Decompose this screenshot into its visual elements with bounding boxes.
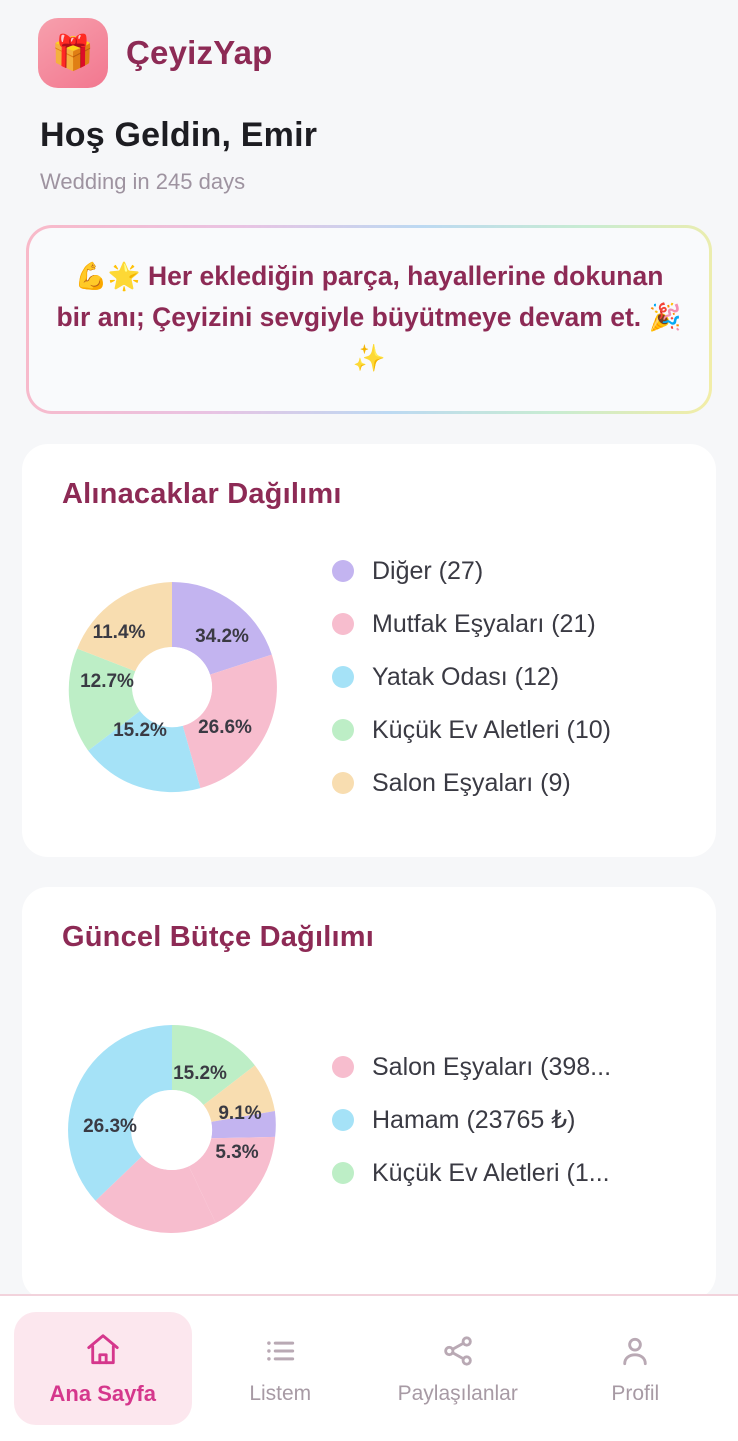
legend-item[interactable]	[332, 704, 716, 757]
legend-color-dot	[332, 666, 354, 688]
donut-svg-budget	[32, 980, 312, 1260]
legend-item[interactable]	[332, 651, 716, 704]
legend-item[interactable]	[332, 1094, 716, 1147]
legend-color-dot	[332, 1109, 354, 1131]
brand-name: ÇeyizYap	[126, 34, 273, 71]
list-icon	[260, 1332, 300, 1370]
legend-label: Hamam (23765 ₺)	[372, 1106, 576, 1135]
legend-label: Küçük Ev Aletleri (1...	[372, 1158, 610, 1187]
page-title: Hoş Geldin, Emir	[40, 116, 318, 154]
legend-label: Salon Eşyaları (9)	[372, 768, 571, 797]
nav-item-paylasilanlar[interactable]	[369, 1312, 547, 1425]
legend-label: Yatak Odası (12)	[372, 662, 560, 691]
legend-budget	[322, 1041, 716, 1200]
legend-item[interactable]	[332, 1147, 716, 1200]
legend-label: Küçük Ev Aletleri (10)	[372, 715, 611, 744]
legend-label: Salon Eşyaları (398...	[372, 1052, 612, 1081]
legend-color-dot	[332, 560, 354, 582]
nav-label: Listem	[249, 1381, 312, 1405]
legend-items	[322, 545, 716, 810]
legend-label: Mutfak Eşyaları (21)	[372, 609, 596, 638]
slice-label: 5.3%	[215, 1142, 259, 1164]
legend-color-dot	[332, 1056, 354, 1078]
slice-label: 15.2%	[173, 1063, 227, 1085]
nav-label: Profil	[611, 1381, 660, 1405]
brand-row	[22, 0, 716, 94]
slice-label: 15.2%	[113, 720, 167, 742]
legend-label: Diğer (27)	[372, 556, 484, 585]
card-title: Alınacaklar Dağılımı	[62, 478, 342, 511]
chart-row	[22, 537, 716, 817]
chart-row	[22, 980, 716, 1260]
home-icon	[83, 1331, 123, 1369]
nav-label: Paylaşılanlar	[397, 1381, 518, 1405]
legend-color-dot	[332, 772, 354, 794]
slice-label: 9.1%	[218, 1103, 262, 1125]
motivation-banner	[26, 225, 712, 414]
legend-item[interactable]	[332, 598, 716, 651]
legend-color-dot	[332, 1162, 354, 1184]
card-guncel-butce-dagilimi	[22, 887, 716, 1300]
welcome-block	[22, 94, 716, 195]
motivation-text: 💪🌟 Her eklediğin parça, hayallerine dokunan bir anı; Çeyizini sevgiyle büyütmeye devam et. 🎉✨	[56, 261, 682, 374]
card-alinacaklar-dagilimi	[22, 444, 716, 857]
donut-chart-items[interactable]	[22, 537, 322, 817]
slice-label: 34.2%	[195, 626, 249, 648]
slice-label: 26.6%	[198, 717, 252, 739]
legend-item[interactable]	[332, 757, 716, 810]
legend-color-dot	[332, 719, 354, 741]
gift-chest-icon: 🎁	[51, 34, 95, 72]
wedding-countdown: Wedding in 245 days	[40, 169, 246, 194]
nav-item-profil[interactable]	[547, 1312, 725, 1425]
donut-svg-items	[32, 537, 312, 817]
motivation-banner-inner	[29, 228, 709, 411]
legend-item[interactable]	[332, 1041, 716, 1094]
bottom-navigation	[0, 1294, 738, 1441]
donut-chart-budget[interactable]	[22, 980, 322, 1260]
legend-color-dot	[332, 613, 354, 635]
legend-item[interactable]	[332, 545, 716, 598]
card-title: Güncel Bütçe Dağılımı	[62, 921, 374, 954]
app-logo-icon	[38, 18, 108, 88]
share-icon	[438, 1332, 478, 1370]
person-icon	[615, 1332, 655, 1370]
nav-item-ana-sayfa[interactable]	[14, 1312, 192, 1425]
nav-item-listem[interactable]	[192, 1312, 370, 1425]
nav-label: Ana Sayfa	[49, 1380, 156, 1406]
slice-label: 11.4%	[92, 622, 146, 644]
slice-label: 12.7%	[80, 671, 134, 693]
slice-label: 26.3%	[83, 1116, 137, 1138]
